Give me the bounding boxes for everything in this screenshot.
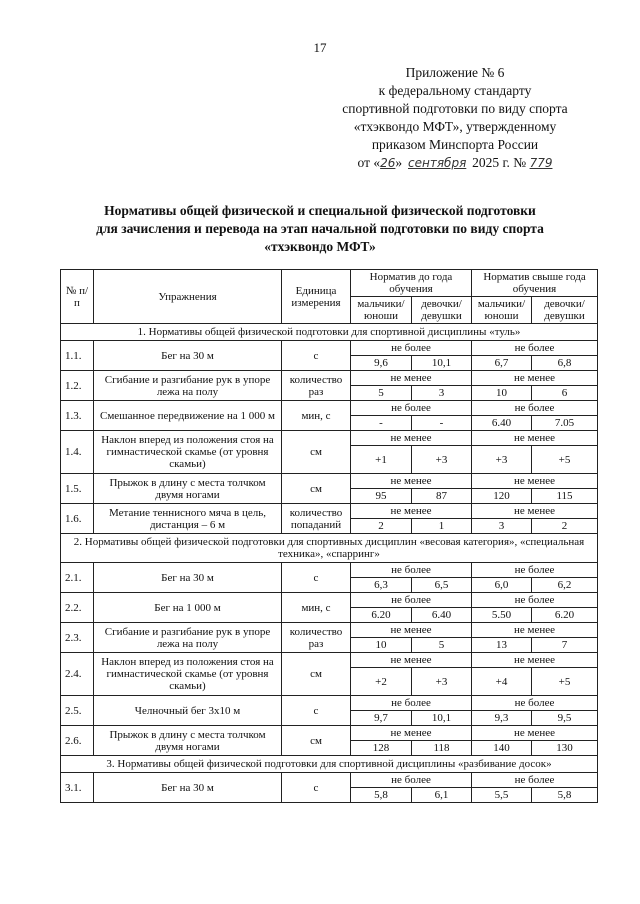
- appendix-line-5: приказом Минспорта России: [371, 137, 539, 152]
- value-girls-2: 6: [532, 386, 598, 401]
- row-condition-1: не более: [351, 696, 472, 711]
- row-condition-2: не более: [472, 401, 598, 416]
- row-exercise: Наклон вперед из положения стоя на гимнастической скамье (от уровня скамьи): [94, 653, 282, 696]
- table-row: [61, 623, 598, 638]
- value-girls-1: +3: [412, 668, 472, 696]
- row-condition-2: не менее: [472, 431, 598, 446]
- appendix-line-3: спортивной подготовки по виду спорта: [342, 101, 568, 116]
- table-row: [61, 653, 598, 668]
- value-girls-1: 118: [412, 741, 472, 756]
- value-boys-1: 128: [351, 741, 412, 756]
- row-condition-2: не менее: [472, 726, 598, 741]
- appendix-line-1: Приложение № 6: [405, 65, 505, 80]
- value-boys-2: +4: [472, 668, 532, 696]
- row-unit: с: [282, 563, 351, 593]
- header-row-1: [61, 270, 598, 297]
- table-row: [61, 371, 598, 386]
- value-boys-2: 10: [472, 386, 532, 401]
- row-condition-1: не менее: [351, 623, 472, 638]
- row-num: 1.5.: [61, 474, 94, 504]
- value-boys-2: 5.50: [472, 608, 532, 623]
- value-girls-1: 10,1: [412, 356, 472, 371]
- row-exercise: Прыжок в длину с места толчком двумя ногами: [94, 474, 282, 504]
- row-condition-2: не менее: [472, 653, 598, 668]
- value-girls-1: 5: [412, 638, 472, 653]
- value-boys-1: 9,6: [351, 356, 412, 371]
- row-unit: с: [282, 341, 351, 371]
- row-unit: количество раз: [282, 623, 351, 653]
- row-condition-1: не менее: [351, 726, 472, 741]
- row-condition-1: не более: [351, 563, 472, 578]
- document-title: [60, 202, 580, 256]
- value-girls-2: +5: [532, 446, 598, 474]
- row-condition-2: не менее: [472, 474, 598, 489]
- section-2-title: 2. Нормативы общей физической подготовки для спортивных дисциплин «весовая категория», «специальная техника», «спарринг»: [61, 534, 598, 563]
- table-row: [61, 474, 598, 489]
- header-year2: Норматив свыше года обучения: [472, 270, 598, 297]
- value-girls-2: 7: [532, 638, 598, 653]
- header-boys-2: мальчики/ юноши: [472, 297, 532, 324]
- row-condition-1: не более: [351, 773, 472, 788]
- row-condition-1: не более: [351, 401, 472, 416]
- order-mid: »: [395, 155, 403, 170]
- order-prefix: от «: [357, 155, 381, 170]
- table-row: [61, 563, 598, 578]
- table-row: [61, 341, 598, 356]
- value-boys-1: 95: [351, 489, 412, 504]
- row-num: 1.4.: [61, 431, 94, 474]
- value-boys-1: 2: [351, 519, 412, 534]
- value-girls-1: 1: [412, 519, 472, 534]
- value-girls-2: 9,5: [532, 711, 598, 726]
- row-exercise: Наклон вперед из положения стоя на гимнастической скамье (от уровня скамьи): [94, 431, 282, 474]
- table-row: [61, 726, 598, 741]
- row-exercise: Челночный бег 3х10 м: [94, 696, 282, 726]
- value-boys-2: 120: [472, 489, 532, 504]
- table-row: [61, 593, 598, 608]
- title-line-3: «тхэквондо МФТ»: [264, 239, 376, 254]
- row-num: 2.2.: [61, 593, 94, 623]
- value-boys-2: 6.40: [472, 416, 532, 431]
- value-boys-1: -: [351, 416, 412, 431]
- value-girls-1: 87: [412, 489, 472, 504]
- row-exercise: Бег на 1 000 м: [94, 593, 282, 623]
- value-girls-1: 3: [412, 386, 472, 401]
- row-num: 2.1.: [61, 563, 94, 593]
- value-girls-2: 5,8: [532, 788, 598, 803]
- row-unit: см: [282, 726, 351, 756]
- value-girls-2: 2: [532, 519, 598, 534]
- order-number: 779: [529, 156, 553, 170]
- value-girls-1: 6,5: [412, 578, 472, 593]
- row-exercise: Бег на 30 м: [94, 563, 282, 593]
- order-year: 2025 г. №: [472, 155, 527, 170]
- row-condition-2: не более: [472, 563, 598, 578]
- row-exercise: Метание теннисного мяча в цель, дистанция – 6 м: [94, 504, 282, 534]
- value-boys-2: 6,0: [472, 578, 532, 593]
- value-girls-1: +3: [412, 446, 472, 474]
- row-condition-2: не менее: [472, 504, 598, 519]
- row-condition-2: не более: [472, 341, 598, 356]
- appendix-line-4: «тхэквондо МФТ», утвержденному: [353, 119, 557, 134]
- value-boys-1: 5: [351, 386, 412, 401]
- header-unit: Единица измерения: [282, 270, 351, 324]
- header-girls-1: девочки/ девушки: [412, 297, 472, 324]
- value-boys-1: 10: [351, 638, 412, 653]
- table-row: [61, 431, 598, 446]
- row-num: 2.3.: [61, 623, 94, 653]
- order-day: 26: [380, 156, 396, 170]
- header-boys-1: мальчики/ юноши: [351, 297, 412, 324]
- value-boys-1: +2: [351, 668, 412, 696]
- order-date-line: [310, 154, 600, 172]
- value-boys-2: 9,3: [472, 711, 532, 726]
- value-boys-1: +1: [351, 446, 412, 474]
- row-condition-1: не менее: [351, 504, 472, 519]
- row-condition-2: не более: [472, 593, 598, 608]
- row-condition-2: не более: [472, 773, 598, 788]
- row-condition-1: не менее: [351, 474, 472, 489]
- row-unit: количество раз: [282, 371, 351, 401]
- row-num: 2.6.: [61, 726, 94, 756]
- row-num: 1.1.: [61, 341, 94, 371]
- value-boys-2: +3: [472, 446, 532, 474]
- row-condition-2: не более: [472, 696, 598, 711]
- appendix-block: [310, 64, 600, 172]
- row-condition-2: не менее: [472, 623, 598, 638]
- value-boys-1: 6,3: [351, 578, 412, 593]
- section-row: [61, 324, 598, 341]
- row-condition-1: не более: [351, 341, 472, 356]
- value-girls-2: 130: [532, 741, 598, 756]
- section-1-title: 1. Нормативы общей физической подготовки для спортивной дисциплины «туль»: [61, 324, 598, 341]
- standards-table: [60, 269, 598, 803]
- section-row: [61, 756, 598, 773]
- row-unit: мин, с: [282, 401, 351, 431]
- value-boys-1: 6.20: [351, 608, 412, 623]
- row-exercise: Сгибание и разгибание рук в упоре лежа на полу: [94, 623, 282, 653]
- row-num: 1.6.: [61, 504, 94, 534]
- row-num: 2.5.: [61, 696, 94, 726]
- row-unit: см: [282, 653, 351, 696]
- value-girls-2: 7.05: [532, 416, 598, 431]
- value-girls-2: 115: [532, 489, 598, 504]
- row-exercise: Сгибание и разгибание рук в упоре лежа на полу: [94, 371, 282, 401]
- row-exercise: Смешанное передвижение на 1 000 м: [94, 401, 282, 431]
- header-num: № п/п: [61, 270, 94, 324]
- row-exercise: Бег на 30 м: [94, 773, 282, 803]
- title-line-2: для зачисления и перевода на этап начальной подготовки по виду спорта: [96, 221, 544, 236]
- order-month: сентября: [408, 156, 467, 170]
- row-num: 1.2.: [61, 371, 94, 401]
- row-exercise: Прыжок в длину с места толчком двумя ногами: [94, 726, 282, 756]
- row-condition-2: не менее: [472, 371, 598, 386]
- value-girls-1: 6,1: [412, 788, 472, 803]
- row-condition-1: не более: [351, 593, 472, 608]
- value-boys-2: 5,5: [472, 788, 532, 803]
- appendix-line-2: к федеральному стандарту: [378, 83, 532, 98]
- value-boys-1: 5,8: [351, 788, 412, 803]
- value-boys-2: 140: [472, 741, 532, 756]
- value-girls-1: 10,1: [412, 711, 472, 726]
- header-girls-2: девочки/ девушки: [532, 297, 598, 324]
- value-girls-2: 6,8: [532, 356, 598, 371]
- row-condition-1: не менее: [351, 371, 472, 386]
- table-row: [61, 696, 598, 711]
- page-number: 17: [313, 40, 327, 55]
- value-boys-1: 9,7: [351, 711, 412, 726]
- row-num: 1.3.: [61, 401, 94, 431]
- value-boys-2: 13: [472, 638, 532, 653]
- table-row: [61, 773, 598, 788]
- value-girls-2: +5: [532, 668, 598, 696]
- value-girls-1: 6.40: [412, 608, 472, 623]
- row-unit: с: [282, 773, 351, 803]
- value-girls-2: 6.20: [532, 608, 598, 623]
- value-girls-1: -: [412, 416, 472, 431]
- row-condition-1: не менее: [351, 653, 472, 668]
- value-boys-2: 6,7: [472, 356, 532, 371]
- table-row: [61, 504, 598, 519]
- row-num: 3.1.: [61, 773, 94, 803]
- title-line-1: Нормативы общей физической и специальной физической подготовки: [104, 203, 536, 218]
- row-unit: см: [282, 474, 351, 504]
- row-condition-1: не менее: [351, 431, 472, 446]
- section-row: [61, 534, 598, 563]
- row-num: 2.4.: [61, 653, 94, 696]
- row-unit: мин, с: [282, 593, 351, 623]
- section-3-title: 3. Нормативы общей физической подготовки для спортивной дисциплины «разбивание досок»: [61, 756, 598, 773]
- row-unit: с: [282, 696, 351, 726]
- row-unit: см: [282, 431, 351, 474]
- row-unit: количество попаданий: [282, 504, 351, 534]
- header-year1: Норматив до года обучения: [351, 270, 472, 297]
- table-row: [61, 401, 598, 416]
- value-girls-2: 6,2: [532, 578, 598, 593]
- row-exercise: Бег на 30 м: [94, 341, 282, 371]
- header-exercise: Упражнения: [94, 270, 282, 324]
- value-boys-2: 3: [472, 519, 532, 534]
